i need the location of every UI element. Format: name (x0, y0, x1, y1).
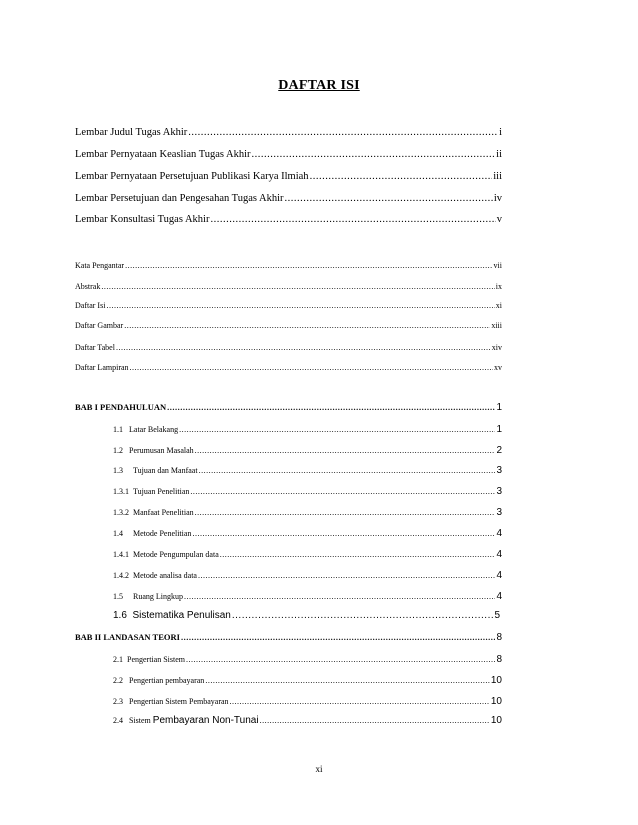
toc-entry[interactable] (75, 215, 502, 226)
toc-leader (167, 403, 495, 412)
toc-label: Abstrak (75, 282, 101, 291)
toc-leader (124, 322, 490, 330)
section-number: 2.2 (113, 676, 123, 685)
toc-label: Daftar Lampiran (75, 363, 129, 372)
toc-page: xv (494, 363, 502, 372)
section-number: 1.1 (113, 425, 123, 434)
toc-label-prefix: Sistem (129, 716, 151, 725)
toc-subentry[interactable] (113, 529, 502, 539)
section-number: 1.4 (113, 529, 123, 538)
toc-page: 3 (496, 465, 502, 476)
toc-label: BAB I PENDAHULUAN (75, 402, 167, 412)
toc-leader (190, 488, 495, 496)
toc-page: 2 (496, 445, 502, 456)
toc-page: 1 (496, 424, 502, 435)
chapter-heading[interactable] (75, 633, 502, 643)
toc-leader (192, 530, 495, 538)
toc-leader (252, 150, 496, 161)
toc-entry[interactable] (75, 283, 502, 291)
toc-subentry[interactable] (113, 716, 502, 726)
toc-label: Kata Pengantar (75, 261, 125, 270)
toc-label: Metode analisa data (133, 571, 197, 580)
toc-label: Lembar Pernyataan Keaslian Tugas Akhir (75, 149, 251, 160)
toc-page: ii (496, 149, 502, 160)
toc-leader (101, 283, 494, 291)
section-number: 1.2 (113, 446, 123, 455)
toc-subentry[interactable] (113, 571, 502, 581)
section-number: 1.5 (113, 592, 123, 601)
toc-leader (186, 656, 495, 664)
toc-label: Metode Penelitian (133, 529, 192, 538)
toc-entry[interactable] (75, 172, 502, 183)
toc-page: 4 (496, 591, 502, 602)
toc-label: Tujuan dan Manfaat (133, 466, 198, 475)
toc-page: vii (493, 261, 502, 270)
toc-page: xiv (491, 343, 502, 352)
toc-entry[interactable] (75, 364, 502, 372)
toc-label: Daftar Tabel (75, 343, 115, 352)
toc-label: Lembar Pernyataan Persetujuan Publikasi Karya Ilmiah (75, 171, 309, 182)
toc-subentry[interactable] (113, 508, 502, 518)
chapter-heading[interactable] (75, 403, 502, 413)
toc-page: 3 (496, 486, 502, 497)
toc-page: xiii (491, 321, 502, 330)
toc-page: 4 (496, 570, 502, 581)
toc-leader (184, 593, 495, 601)
toc-label: Tujuan Penelitian (133, 487, 190, 496)
toc-label: Lembar Judul Tugas Akhir (75, 127, 188, 138)
toc-leader (198, 572, 495, 580)
section-number: 1.4.2 (113, 571, 129, 580)
toc-subentry[interactable] (113, 446, 502, 456)
toc-page: 10 (490, 715, 502, 726)
section-number: 1.4.1 (113, 550, 129, 559)
toc-page: 1 (496, 402, 502, 413)
toc-page: iv (493, 193, 502, 204)
toc-leader (116, 344, 491, 352)
toc-label: Daftar Gambar (75, 321, 124, 330)
toc-subentry[interactable] (113, 611, 500, 621)
section-number: 1.3 (113, 466, 123, 475)
toc-label: Lembar Persetujuan dan Pengesahan Tugas Akhir (75, 193, 284, 204)
toc-label: Pembayaran Non-Tunai (152, 715, 259, 726)
toc-entry[interactable] (75, 322, 502, 330)
section-number: 1.6 (113, 610, 127, 621)
toc-leader (106, 302, 494, 310)
toc-page: v (496, 214, 502, 225)
toc-leader (181, 633, 495, 642)
page-title: DAFTAR ISI (278, 78, 360, 93)
toc-entry[interactable] (75, 194, 502, 205)
toc-leader (205, 677, 490, 685)
toc-leader (220, 551, 496, 559)
toc-entry[interactable] (75, 128, 502, 139)
toc-subentry[interactable] (113, 697, 502, 707)
toc-label: Ruang Lingkup (133, 592, 183, 601)
toc-label: Perumusan Masalah (129, 446, 194, 455)
section-number: 2.3 (113, 697, 123, 706)
toc-entry[interactable] (75, 344, 502, 352)
toc-page: ix (495, 282, 502, 291)
section-number: 2.4 (113, 716, 123, 725)
toc-label: Pengertian Sistem (127, 655, 185, 664)
toc-leader (179, 426, 495, 434)
toc-entry[interactable] (75, 302, 502, 310)
toc-leader (230, 698, 490, 706)
page-number-footer: xi (315, 764, 323, 774)
toc-page: xi (495, 301, 502, 310)
toc-label: Manfaat Penelitian (133, 508, 194, 517)
toc-page: 8 (496, 632, 502, 643)
toc-leader (195, 447, 496, 455)
toc-label: Metode Pengumpulan data (133, 550, 219, 559)
toc-leader (195, 509, 496, 517)
toc-page: 5 (494, 610, 500, 621)
toc-subentry[interactable] (113, 676, 502, 686)
toc-subentry[interactable] (113, 550, 502, 560)
toc-leader (285, 194, 493, 205)
toc-page: 3 (496, 507, 502, 518)
toc-page: 4 (496, 549, 502, 560)
toc-page: i (499, 127, 502, 138)
section-number: 1.3.2 (113, 508, 129, 517)
toc-label: BAB II LANDASAN TEORI (75, 632, 180, 642)
toc-label: Latar Belakang (129, 425, 179, 434)
toc-leader (210, 215, 495, 226)
toc-page: 10 (490, 675, 502, 686)
toc-leader (125, 262, 492, 270)
toc-entry[interactable] (75, 150, 502, 161)
toc-page: iii (493, 171, 502, 182)
toc-page: 10 (490, 696, 502, 707)
toc-leader (130, 364, 493, 372)
toc-leader (260, 717, 490, 725)
toc-label: Pengertian pembayaran (129, 676, 205, 685)
toc-subentry[interactable] (113, 425, 502, 435)
toc-label: Daftar Isi (75, 301, 106, 310)
toc-entry[interactable] (75, 262, 502, 270)
toc-leader (188, 128, 498, 139)
toc-label: Lembar Konsultasi Tugas Akhir (75, 214, 210, 225)
section-number: 2.1 (113, 655, 123, 664)
section-number: 1.3.1 (113, 487, 129, 496)
toc-leader (232, 611, 494, 621)
toc-subentry[interactable] (113, 592, 502, 602)
toc-page: 8 (496, 654, 502, 665)
toc-page: 4 (496, 528, 502, 539)
toc-subentry[interactable] (113, 466, 502, 476)
toc-label: Sistematika Penulisan (132, 610, 231, 621)
toc-label: Pengertian Sistem Pembayaran (129, 697, 229, 706)
toc-leader (310, 172, 493, 183)
toc-leader (199, 467, 496, 475)
toc-subentry[interactable] (113, 487, 502, 497)
toc-subentry[interactable] (113, 655, 502, 665)
